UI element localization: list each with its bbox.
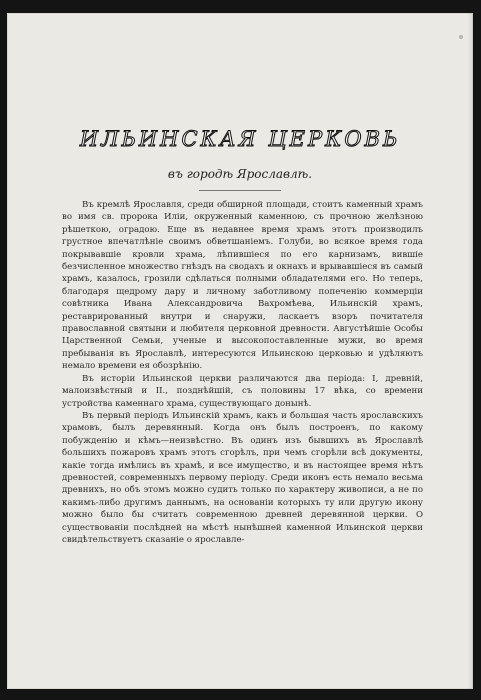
page-title-text: ИЛЬИНСКАЯ ЦЕРКОВЬ [79, 127, 401, 151]
page-subtitle: въ городѣ Ярославлѣ. [167, 167, 313, 181]
paragraph: Въ исторіи Ильинской церкви различаются два періода: I, древній, малоизвѣстный и II., позднѣйшій, съ половины 17 вѣка, со времени устройства каменнаго храма, существующаго донынѣ. [62, 373, 423, 409]
body-text [62, 199, 423, 546]
paragraph: Въ кремлѣ Ярославля, среди обширной площади, стоитъ каменный храмъ во имя св. пророка Иліи, окруженный каменною, съ прочною желѣзною рѣшеткою, оградою. Еще въ недавнее время храмъ этотъ производилъ грустное впечатлѣніе своимъ обветшаніемъ. Голуби, во всякое время года покрывавшіе кровли храма, лѣпившіеся по его карнизамъ, вившіе безчисленное множество гнѣздъ на сводахъ и окнахъ и врывавшіеся въ самый храмъ, казалось, грозили сдѣлаться полными обладателями его. Но теперь, благодаря щедрому дару и личному заботливому попеченію коммерціи совѣтника Ивана Александровича Вахромѣева, Ильинскій храмъ, реставрированный внутри и снаружи, ласкаетъ взоръ почитателя православной святыни и любителя церковной древности. Августѣйшіе Особы Царственной Семьи, ученые и высокопоставленные мужи, во время пребыванія въ Ярославлѣ, интересуются Ильинскою церковью и удѣляютъ немало времени ея обозрѣнію. [62, 200, 423, 372]
page-speck [459, 35, 463, 39]
document-page [7, 13, 473, 689]
paragraph: Въ первый періодъ Ильинскій храмъ, какъ и большая часть ярославскихъ храмовъ, былъ деревянный. Когда онъ былъ построенъ, по какому побужденію и кѣмъ—неизвѣстно. Въ одинъ изъ бывшихъ въ Ярославлѣ большихъ пожаровъ храмъ этотъ сгорѣлъ, при чемъ сгорѣли всѣ документы, какіе тогда имѣлись въ храмѣ, и все имущество, и въ настоящее время нѣтъ древностей, современныхъ первому періоду. Среди иконъ есть немало весьма древнихъ, но объ этомъ можно судить только по характеру живописи, а не по какимъ-либо другимъ даннымъ, на основаніи которыхъ ту или другую икону можно было бы считать современною древней деревянной церкви. О существованіи послѣдней на мѣстѣ нынѣшней каменной Ильинской церкви свидѣтельствуетъ сказаніе о ярославле- [62, 410, 423, 545]
title-divider [199, 190, 281, 191]
page-title [7, 127, 473, 151]
